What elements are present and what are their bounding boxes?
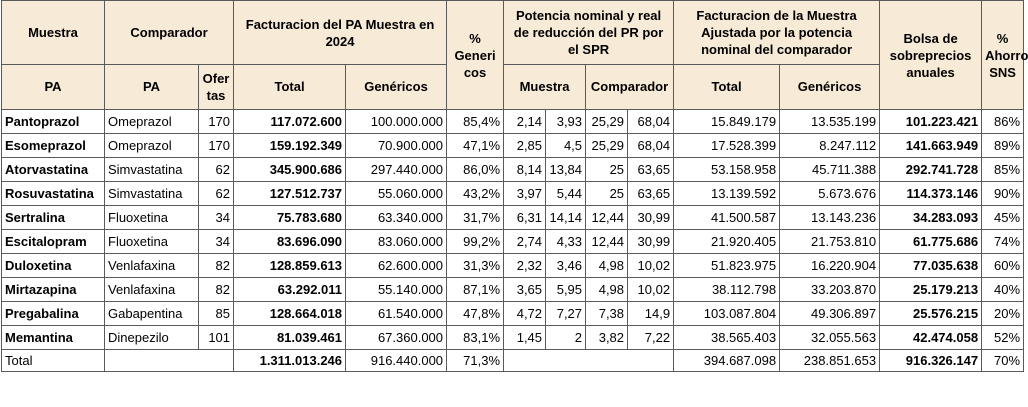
cell-potencia-muestra-real: 13,84 bbox=[546, 158, 586, 182]
table-row bbox=[2, 182, 1024, 206]
header-potencia: Potencia nominal y real de reducción del PR por el SPR bbox=[504, 1, 674, 65]
cell-potencia-comparador-nominal: 25,29 bbox=[586, 134, 628, 158]
cell-potencia-muestra-real: 14,14 bbox=[546, 206, 586, 230]
cell-pa: Sertralina bbox=[2, 206, 105, 230]
header-potencia-comparador: Comparador bbox=[586, 65, 674, 110]
cell-ahorro: 90% bbox=[982, 182, 1024, 206]
table-row bbox=[2, 302, 1024, 326]
cell-potencia-comparador-nominal: 3,82 bbox=[586, 326, 628, 350]
cell-bolsa: 292.741.728 bbox=[880, 158, 982, 182]
cell-total: 159.192.349 bbox=[234, 134, 346, 158]
cell-ofertas: 82 bbox=[199, 278, 234, 302]
cell-potencia-comparador-nominal: 25 bbox=[586, 158, 628, 182]
cell-total: 127.512.737 bbox=[234, 182, 346, 206]
cell-genericos: 67.360.000 bbox=[346, 326, 447, 350]
table-row bbox=[2, 254, 1024, 278]
cell-bolsa: 141.663.949 bbox=[880, 134, 982, 158]
cell-pct-genericos: 83,1% bbox=[447, 326, 504, 350]
cell-total: 75.783.680 bbox=[234, 206, 346, 230]
cell-total-ahorro: 70% bbox=[982, 350, 1024, 372]
cell-ahorro: 85% bbox=[982, 158, 1024, 182]
cell-pa: Mirtazapina bbox=[2, 278, 105, 302]
cell-pa: Memantina bbox=[2, 326, 105, 350]
cell-ajustado-total: 13.139.592 bbox=[674, 182, 780, 206]
cell-bolsa: 101.223.421 bbox=[880, 110, 982, 134]
cell-pct-genericos: 47,1% bbox=[447, 134, 504, 158]
cell-bolsa: 42.474.058 bbox=[880, 326, 982, 350]
cell-ofertas: 101 bbox=[199, 326, 234, 350]
cell-ahorro: 89% bbox=[982, 134, 1024, 158]
cell-ajustado-total: 41.500.587 bbox=[674, 206, 780, 230]
cell-pa: Pregabalina bbox=[2, 302, 105, 326]
cell-potencia-muestra-real: 4,5 bbox=[546, 134, 586, 158]
cell-total-ajustado: 394.687.098 bbox=[674, 350, 780, 372]
cell-pct-genericos: 86,0% bbox=[447, 158, 504, 182]
cell-potencia-comparador-real: 63,65 bbox=[628, 158, 674, 182]
cell-comparador: Gabapentina bbox=[105, 302, 199, 326]
cell-potencia-muestra-nominal: 1,45 bbox=[504, 326, 546, 350]
cell-ajustado-genericos: 8.247.112 bbox=[780, 134, 880, 158]
cell-total-genericos: 916.440.000 bbox=[346, 350, 447, 372]
cell-ajustado-total: 53.158.958 bbox=[674, 158, 780, 182]
cell-genericos: 100.000.000 bbox=[346, 110, 447, 134]
cell-ajustado-genericos: 32.055.563 bbox=[780, 326, 880, 350]
cell-ajustado-genericos: 16.220.904 bbox=[780, 254, 880, 278]
cell-potencia-comparador-real: 14,9 bbox=[628, 302, 674, 326]
cell-genericos: 297.440.000 bbox=[346, 158, 447, 182]
cell-ahorro: 74% bbox=[982, 230, 1024, 254]
cell-comparador: Fluoxetina bbox=[105, 206, 199, 230]
cell-pa: Escitalopram bbox=[2, 230, 105, 254]
cell-total: 345.900.686 bbox=[234, 158, 346, 182]
cell-potencia-comparador-real: 7,22 bbox=[628, 326, 674, 350]
cell-ofertas: 170 bbox=[199, 134, 234, 158]
data-table bbox=[1, 0, 1028, 372]
cell-ahorro: 45% bbox=[982, 206, 1024, 230]
cell-pa: Rosuvastatina bbox=[2, 182, 105, 206]
cell-bolsa: 61.775.686 bbox=[880, 230, 982, 254]
cell-ofertas: 34 bbox=[199, 206, 234, 230]
cell-potencia-muestra-nominal: 2,32 bbox=[504, 254, 546, 278]
cell-ofertas: 170 bbox=[199, 110, 234, 134]
cell-total: 63.292.011 bbox=[234, 278, 346, 302]
cell-potencia-comparador-real: 30,99 bbox=[628, 230, 674, 254]
cell-ajustado-genericos: 5.673.676 bbox=[780, 182, 880, 206]
cell-ahorro: 52% bbox=[982, 326, 1024, 350]
header-genericos-ajustado: Genéricos bbox=[780, 65, 880, 110]
table-row bbox=[2, 110, 1024, 134]
cell-ajustado-genericos: 13.535.199 bbox=[780, 110, 880, 134]
cell-ajustado-total: 17.528.399 bbox=[674, 134, 780, 158]
cell-potencia-muestra-real: 3,46 bbox=[546, 254, 586, 278]
cell-bolsa: 25.179.213 bbox=[880, 278, 982, 302]
cell-comparador: Dinepezilo bbox=[105, 326, 199, 350]
cell-potencia-comparador-real: 10,02 bbox=[628, 278, 674, 302]
cell-potencia-comparador-nominal: 4,98 bbox=[586, 254, 628, 278]
cell-potencia-comparador-real: 68,04 bbox=[628, 134, 674, 158]
cell-potencia-comparador-real: 30,99 bbox=[628, 206, 674, 230]
cell-potencia-muestra-nominal: 3,97 bbox=[504, 182, 546, 206]
header-muestra: Muestra bbox=[2, 1, 105, 65]
cell-pct-genericos: 43,2% bbox=[447, 182, 504, 206]
cell-genericos: 63.340.000 bbox=[346, 206, 447, 230]
table-row bbox=[2, 278, 1024, 302]
cell-comparador: Venlafaxina bbox=[105, 278, 199, 302]
cell-pa: Esomeprazol bbox=[2, 134, 105, 158]
cell-ofertas: 34 bbox=[199, 230, 234, 254]
cell-bolsa: 114.373.146 bbox=[880, 182, 982, 206]
cell-pa: Duloxetina bbox=[2, 254, 105, 278]
header-genericos: Genéricos bbox=[346, 65, 447, 110]
cell-ofertas: 62 bbox=[199, 182, 234, 206]
cell-genericos: 55.140.000 bbox=[346, 278, 447, 302]
cell-pct-genericos: 99,2% bbox=[447, 230, 504, 254]
header-ahorro-sns: % Ahorro SNS bbox=[982, 1, 1024, 110]
cell-comparador: Venlafaxina bbox=[105, 254, 199, 278]
cell-bolsa: 77.035.638 bbox=[880, 254, 982, 278]
header-comparador: Comparador bbox=[105, 1, 234, 65]
cell-ajustado-total: 51.823.975 bbox=[674, 254, 780, 278]
cell-genericos: 83.060.000 bbox=[346, 230, 447, 254]
cell-ajustado-genericos: 45.711.388 bbox=[780, 158, 880, 182]
cell-pa: Pantoprazol bbox=[2, 110, 105, 134]
cell-empty bbox=[504, 350, 674, 372]
cell-bolsa: 25.576.215 bbox=[880, 302, 982, 326]
cell-total-ajustado-genericos: 238.851.653 bbox=[780, 350, 880, 372]
cell-potencia-muestra-real: 3,93 bbox=[546, 110, 586, 134]
cell-pct-genericos: 47,8% bbox=[447, 302, 504, 326]
cell-potencia-comparador-nominal: 25 bbox=[586, 182, 628, 206]
cell-bolsa: 34.283.093 bbox=[880, 206, 982, 230]
table-row bbox=[2, 206, 1024, 230]
cell-potencia-muestra-nominal: 8,14 bbox=[504, 158, 546, 182]
cell-potencia-muestra-nominal: 2,14 bbox=[504, 110, 546, 134]
cell-comparador: Omeprazol bbox=[105, 110, 199, 134]
header-total: Total bbox=[234, 65, 346, 110]
cell-ajustado-total: 38.565.403 bbox=[674, 326, 780, 350]
cell-total-total: 1.311.013.246 bbox=[234, 350, 346, 372]
cell-ajustado-genericos: 21.753.810 bbox=[780, 230, 880, 254]
cell-potencia-muestra-nominal: 3,65 bbox=[504, 278, 546, 302]
cell-ofertas: 85 bbox=[199, 302, 234, 326]
cell-potencia-comparador-real: 68,04 bbox=[628, 110, 674, 134]
cell-pct-genericos: 31,7% bbox=[447, 206, 504, 230]
cell-potencia-muestra-nominal: 2,74 bbox=[504, 230, 546, 254]
header-pct-genericos: % Generi cos bbox=[447, 1, 504, 110]
cell-total: 117.072.600 bbox=[234, 110, 346, 134]
cell-total: 81.039.461 bbox=[234, 326, 346, 350]
cell-ahorro: 20% bbox=[982, 302, 1024, 326]
table-row bbox=[2, 230, 1024, 254]
cell-total: 128.664.018 bbox=[234, 302, 346, 326]
cell-pct-genericos: 31,3% bbox=[447, 254, 504, 278]
header-bolsa-sobreprecios: Bolsa de sobreprecios anuales bbox=[880, 1, 982, 110]
cell-ajustado-genericos: 13.143.236 bbox=[780, 206, 880, 230]
table-row bbox=[2, 158, 1024, 182]
cell-potencia-muestra-nominal: 4,72 bbox=[504, 302, 546, 326]
cell-total-bolsa: 916.326.147 bbox=[880, 350, 982, 372]
cell-potencia-comparador-real: 10,02 bbox=[628, 254, 674, 278]
cell-potencia-muestra-real: 2 bbox=[546, 326, 586, 350]
cell-total: 83.696.090 bbox=[234, 230, 346, 254]
cell-potencia-muestra-real: 5,44 bbox=[546, 182, 586, 206]
table-row bbox=[2, 326, 1024, 350]
cell-potencia-muestra-real: 5,95 bbox=[546, 278, 586, 302]
cell-potencia-comparador-nominal: 12,44 bbox=[586, 206, 628, 230]
cell-genericos: 70.900.000 bbox=[346, 134, 447, 158]
header-facturacion-pa-muestra: Facturacion del PA Muestra en 2024 bbox=[234, 1, 447, 65]
cell-potencia-comparador-nominal: 12,44 bbox=[586, 230, 628, 254]
cell-pct-genericos: 85,4% bbox=[447, 110, 504, 134]
cell-pct-genericos: 87,1% bbox=[447, 278, 504, 302]
cell-potencia-comparador-nominal: 25,29 bbox=[586, 110, 628, 134]
cell-ajustado-total: 15.849.179 bbox=[674, 110, 780, 134]
header-pa-comparador: PA bbox=[105, 65, 199, 110]
cell-genericos: 61.540.000 bbox=[346, 302, 447, 326]
cell-empty bbox=[105, 350, 234, 372]
cell-ajustado-genericos: 33.203.870 bbox=[780, 278, 880, 302]
cell-potencia-comparador-nominal: 4,98 bbox=[586, 278, 628, 302]
cell-ofertas: 62 bbox=[199, 158, 234, 182]
cell-potencia-muestra-real: 4,33 bbox=[546, 230, 586, 254]
cell-pa: Atorvastatina bbox=[2, 158, 105, 182]
totals-row bbox=[2, 350, 1024, 372]
cell-potencia-comparador-nominal: 7,38 bbox=[586, 302, 628, 326]
header-ofertas: Ofer tas bbox=[199, 65, 234, 110]
header-facturacion-ajustada: Facturacion de la Muestra Ajustada por la potencia nominal del comparador bbox=[674, 1, 880, 65]
cell-ofertas: 82 bbox=[199, 254, 234, 278]
cell-comparador: Simvastatina bbox=[105, 182, 199, 206]
cell-ajustado-total: 21.920.405 bbox=[674, 230, 780, 254]
cell-ajustado-genericos: 49.306.897 bbox=[780, 302, 880, 326]
header-total-ajustado: Total bbox=[674, 65, 780, 110]
cell-comparador: Omeprazol bbox=[105, 134, 199, 158]
cell-potencia-comparador-real: 63,65 bbox=[628, 182, 674, 206]
cell-ahorro: 40% bbox=[982, 278, 1024, 302]
cell-genericos: 55.060.000 bbox=[346, 182, 447, 206]
cell-potencia-muestra-nominal: 2,85 bbox=[504, 134, 546, 158]
cell-comparador: Simvastatina bbox=[105, 158, 199, 182]
cell-genericos: 62.600.000 bbox=[346, 254, 447, 278]
cell-total: 128.859.613 bbox=[234, 254, 346, 278]
table-row bbox=[2, 134, 1024, 158]
cell-ajustado-total: 103.087.804 bbox=[674, 302, 780, 326]
cell-potencia-muestra-nominal: 6,31 bbox=[504, 206, 546, 230]
header-potencia-muestra: Muestra bbox=[504, 65, 586, 110]
cell-potencia-muestra-real: 7,27 bbox=[546, 302, 586, 326]
cell-ahorro: 60% bbox=[982, 254, 1024, 278]
cell-ajustado-total: 38.112.798 bbox=[674, 278, 780, 302]
cell-ahorro: 86% bbox=[982, 110, 1024, 134]
cell-total-pct: 71,3% bbox=[447, 350, 504, 372]
cell-comparador: Fluoxetina bbox=[105, 230, 199, 254]
cell-total-label: Total bbox=[2, 350, 105, 372]
header-pa: PA bbox=[2, 65, 105, 110]
